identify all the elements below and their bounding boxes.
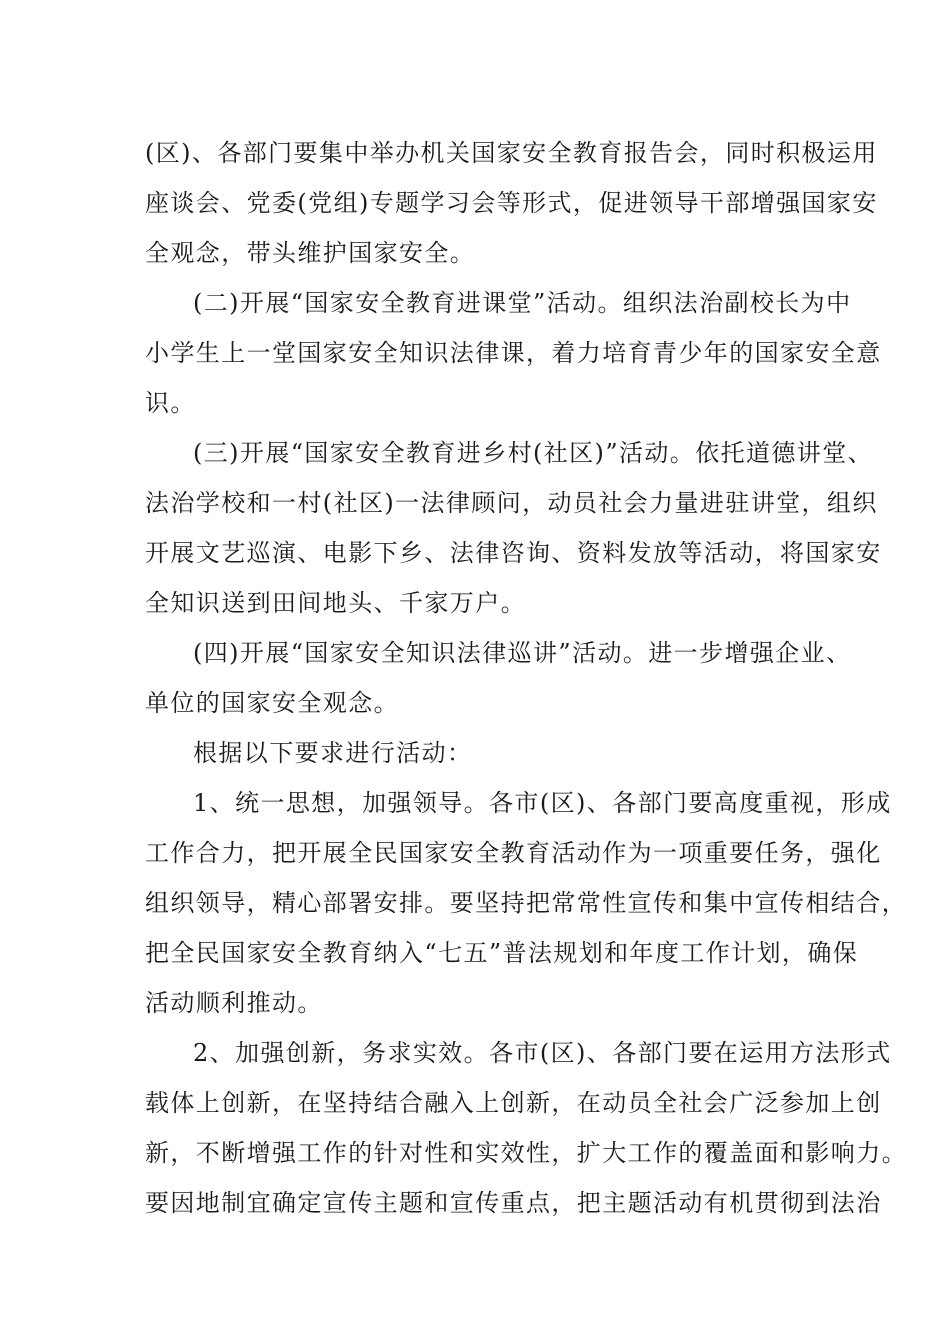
text-line: 新，不断增强工作的针对性和实效性，扩大工作的覆盖面和影响力。 [145, 1139, 907, 1167]
paragraph-start-line: 根据以下要求进行活动： [193, 739, 473, 767]
text-line: (区)、各部门要集中举办机关国家安全教育报告会，同时积极运用 [145, 139, 878, 167]
paragraph-start-line: 1、统一思想，加强领导。各市(区)、各部门要高度重视，形成 [193, 789, 892, 817]
text-line: 工作合力，把开展全民国家安全教育活动作为一项重要任务，强化 [145, 839, 882, 867]
text-line: 识。 [145, 389, 196, 417]
text-line: 座谈会、党委(党组)专题学习会等形式，促进领导干部增强国家安 [145, 189, 878, 217]
text-line: 全知识送到田间地头、千家万户。 [145, 589, 526, 617]
text-line: 单位的国家安全观念。 [145, 689, 399, 717]
text-line: 活动顺利推动。 [145, 989, 323, 1017]
text-line: 把全民国家安全教育纳入“七五”普法规划和年度工作计划，确保 [145, 939, 859, 967]
paragraph-start-line: (四)开展“国家安全知识法律巡讲”活动。进一步增强企业、 [193, 639, 852, 667]
text-line: 要因地制宜确定宣传主题和宣传重点，把主题活动有机贯彻到法治 [145, 1189, 882, 1217]
text-line: 全观念，带头维护国家安全。 [145, 239, 476, 267]
text-line: 法治学校和一村(社区)一法律顾问，动员社会力量进驻讲堂，组织 [145, 489, 878, 517]
text-line: 小学生上一堂国家安全知识法律课，着力培育青少年的国家安全意 [145, 339, 882, 367]
paragraph-start-line: 2、加强创新，务求实效。各市(区)、各部门要在运用方法形式 [193, 1039, 892, 1067]
text-line: 载体上创新，在坚持结合融入上创新，在动员全社会广泛参加上创 [145, 1089, 882, 1117]
text-line: 开展文艺巡演、电影下乡、法律咨询、资料发放等活动，将国家安 [145, 539, 882, 567]
paragraph-start-line: (二)开展“国家安全教育进课堂”活动。组织法治副校长为中 [193, 289, 852, 317]
text-line: 组织领导，精心部署安排。要坚持把常常性宣传和集中宣传相结合， [145, 889, 907, 917]
paragraph-start-line: (三)开展“国家安全教育进乡村(社区)”活动。依托道德讲堂、 [193, 439, 873, 467]
